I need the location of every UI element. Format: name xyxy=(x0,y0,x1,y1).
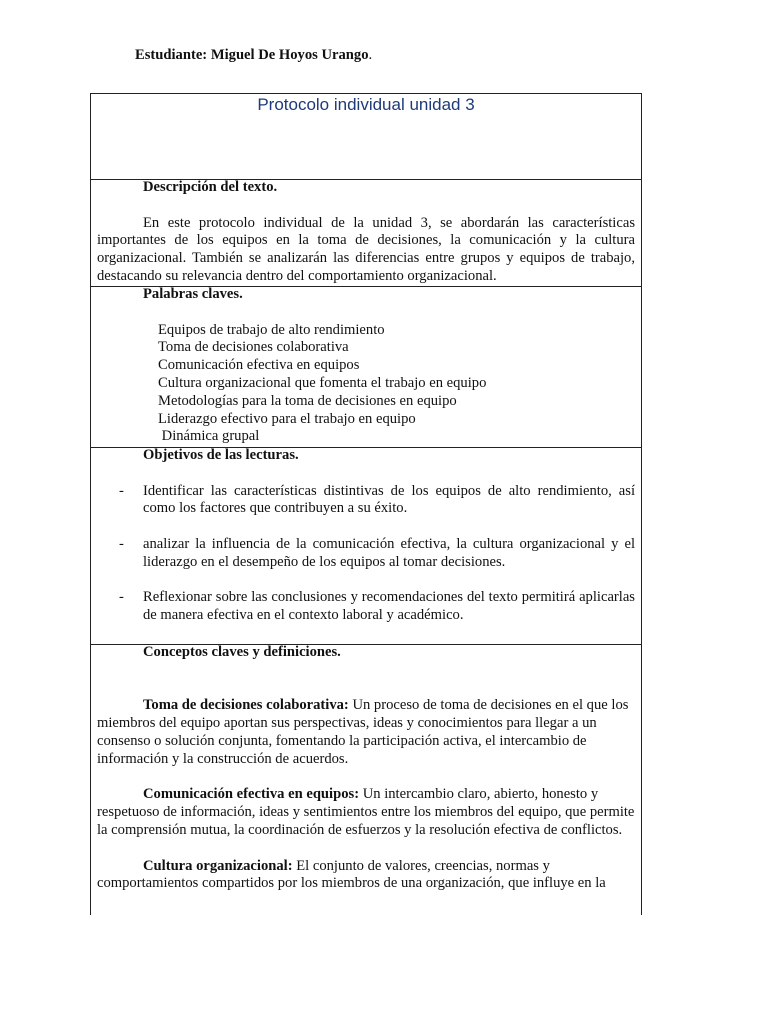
description-heading: Descripción del texto. xyxy=(143,179,278,195)
document-title: Protocolo individual unidad 3 xyxy=(257,95,475,114)
concepts-heading: Conceptos claves y definiciones. xyxy=(143,644,341,660)
student-line xyxy=(135,47,372,64)
keyword-item: Cultura organizacional que fomenta el trabajo en equipo xyxy=(158,374,487,391)
keywords-list xyxy=(97,322,635,447)
objective-text: Reflexionar sobre las conclusiones y recomendaciones del texto permitirá aplicarlas de manera efectiva en el contexto laboral y académico. xyxy=(143,589,635,624)
concept-definition: El conjunto de valores, creencias, normas y comportamientos compartidos por los miembros de una organización, que influye en la xyxy=(97,857,606,892)
title-row xyxy=(91,94,641,180)
concept-term: Comunicación efectiva en equipos: xyxy=(143,786,360,803)
student-label: Estudiante: Miguel De Hoyos Urango xyxy=(135,47,369,63)
concept-item xyxy=(97,858,635,894)
keyword-item: Dinámica grupal xyxy=(158,428,260,445)
objective-item xyxy=(97,536,635,572)
keyword-item: Liderazgo efectivo para el trabajo en equipo xyxy=(158,410,416,427)
bullet-dash: - xyxy=(119,535,124,552)
keyword-item: Equipos de trabajo de alto rendimiento xyxy=(158,321,385,338)
description-row xyxy=(91,179,641,287)
concept-term: Cultura organizacional: xyxy=(143,857,293,874)
keywords-heading: Palabras claves. xyxy=(143,286,243,302)
protocol-table xyxy=(90,93,642,915)
keyword-item: Toma de decisiones colaborativa xyxy=(158,339,349,356)
concept-definition: Un proceso de toma de decisiones en el que los miembros del equipo aportan sus perspectivas, ideas y conocimientos para llegar a un consenso o solución conjunta, fomentando la participación activa, el intercambio de información y la construcción de acuerdos. xyxy=(97,697,629,767)
objective-text: Identificar las características distintivas de los equipos de alto rendimiento, así como los factores que contribuyen a su éxito. xyxy=(143,482,635,517)
concept-item xyxy=(97,697,635,768)
objectives-heading: Objetivos de las lecturas. xyxy=(143,447,299,463)
description-text: En este protocolo individual de la unidad 3, se abordarán las características importantes de los equipos en la toma de decisiones, la comunicación y la cultura organizacional. También se analizarán las diferencias entre grupos y equipos de trabajo, destacando su relevancia dentro del comportamiento organizacional. xyxy=(97,214,635,284)
keyword-item: Comunicación efectiva en equipos xyxy=(158,357,360,374)
objective-item xyxy=(97,589,635,625)
concepts-row xyxy=(91,644,641,915)
keyword-item: Metodologías para la toma de decisiones en equipo xyxy=(158,392,457,409)
bullet-dash: - xyxy=(119,589,124,606)
bullet-dash: - xyxy=(119,482,124,499)
objectives-row xyxy=(91,447,641,645)
concept-term: Toma de decisiones colaborativa: xyxy=(143,697,349,714)
objective-text: analizar la influencia de la comunicación efectiva, la cultura organizacional y el liderazgo en el desempeño de los equipos al tomar decisiones. xyxy=(143,535,635,570)
concept-definition: Un intercambio claro, abierto, honesto y respetuoso de información, ideas y sentimientos entre los miembros del equipo, que permite la comprensión mutua, la coordinación de esfuerzos y la resolución efectiva de conflictos. xyxy=(97,786,635,838)
concept-item xyxy=(97,786,635,839)
student-trail: . xyxy=(368,47,373,63)
keywords-row xyxy=(91,286,641,448)
objective-item xyxy=(97,483,635,519)
